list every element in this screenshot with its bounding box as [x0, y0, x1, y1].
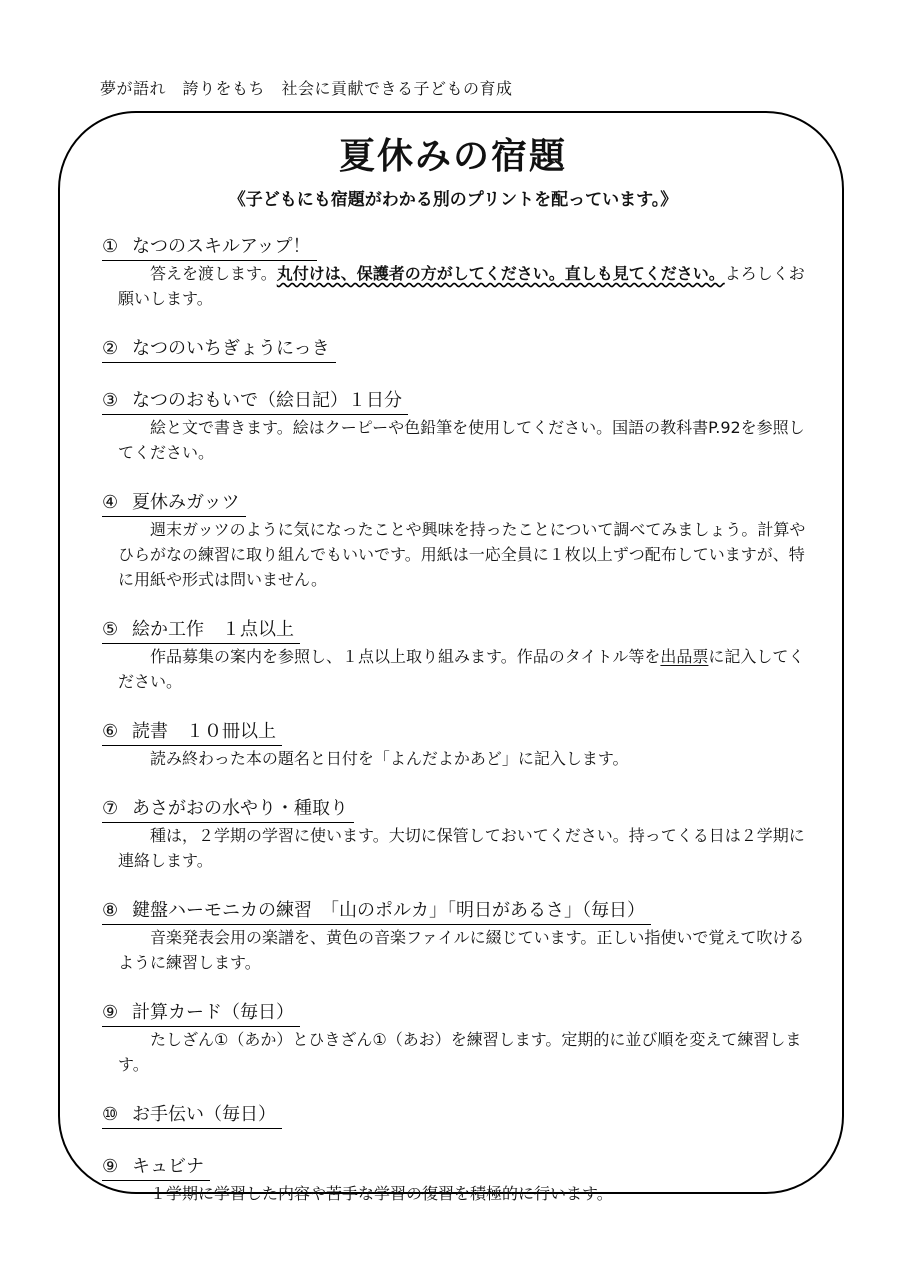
item-number: ⑦	[102, 798, 119, 819]
list-item	[102, 388, 808, 465]
desc-text: 答えを渡します。	[150, 264, 277, 283]
item-title: 鍵盤ハーモニカの練習 「山のポルカ」「明日があるさ」（毎日）	[132, 900, 645, 921]
item-title: お手伝い（毎日）	[132, 1104, 276, 1125]
desc-text: に記入してください。	[118, 647, 805, 691]
item-title: なつのおもいで（絵日記）１日分	[132, 390, 402, 411]
item-description: 週末ガッツのように気になったことや興味を持ったことについて調べてみましょう。計算やひらがなの練習に取り組んでもいいです。用紙は一応全員に１枚以上ずつ配布していますが、特に用紙や形式は問いません。	[118, 520, 806, 589]
item-number: ⑨	[102, 1002, 119, 1023]
item-title: 計算カード（毎日）	[132, 1002, 294, 1023]
item-heading	[102, 336, 336, 363]
item-number: ④	[102, 492, 119, 513]
list-item	[102, 617, 808, 694]
item-number: ⑨	[102, 1156, 119, 1177]
item-heading	[102, 898, 651, 925]
motto: 夢が語れ 誇りをもち 社会に貢献できる子どもの育成	[100, 79, 513, 98]
item-number: ①	[102, 236, 119, 257]
desc-text: よろしくお願いします。	[118, 264, 805, 308]
homework-list	[102, 234, 808, 1231]
item-number: ③	[102, 390, 119, 411]
item-number: ⑥	[102, 721, 119, 742]
list-item	[102, 234, 808, 311]
item-title: なつのいちぎょうにっき	[132, 338, 330, 359]
item-heading	[102, 1102, 282, 1129]
desc-text: 作品募集の案内を参照し、１点以上取り組みます。作品のタイトル等を	[150, 647, 661, 666]
item-description: 音楽発表会用の楽譜を、黄色の音楽ファイルに綴じています。正しい指使いで覚えて吹けるように練習します。	[118, 928, 805, 972]
item-title: 読書 １０冊以上	[132, 721, 276, 742]
item-heading	[102, 617, 300, 644]
item-heading	[102, 234, 317, 261]
item-number: ⑤	[102, 619, 119, 640]
item-title: なつのスキルアップ！	[132, 236, 311, 257]
desc-emphasis: 丸付けは、保護者の方がしてください。直しも見てください。	[276, 264, 725, 283]
item-number: ⑩	[102, 1104, 119, 1125]
item-description	[118, 261, 808, 311]
list-item	[102, 1102, 808, 1129]
item-description: たしざん①（あか）とひきざん①（あお）を練習します。定期的に並び順を変えて練習します。	[118, 1030, 802, 1074]
item-description: 読み終わった本の題名と日付を「よんだよかあど」に記入します。	[150, 749, 629, 768]
item-description: 絵と文で書きます。絵はクーピーや色鉛筆を使用してください。国語の教科書P.92を参照してください。	[118, 418, 805, 462]
list-item	[102, 490, 808, 592]
item-heading	[102, 796, 354, 823]
list-item	[102, 1154, 808, 1206]
list-item	[102, 336, 808, 363]
item-description	[118, 644, 808, 694]
list-item	[102, 1000, 808, 1077]
list-item	[102, 898, 808, 975]
item-description: 種は，２学期の学習に使います。大切に保管しておいてください。持ってくる日は２学期に連絡します。	[118, 826, 805, 870]
item-heading	[102, 1000, 300, 1027]
item-number: ②	[102, 338, 119, 359]
subtitle: 《子どもにも宿題がわかる別のプリントを配っています。》	[228, 190, 678, 210]
item-heading	[102, 388, 408, 415]
item-title: 絵か工作 １点以上	[132, 619, 294, 640]
page-title: 夏休みの宿題	[338, 136, 567, 177]
item-heading	[102, 719, 282, 746]
item-heading	[102, 1154, 210, 1181]
item-title: あさがおの水やり・種取り	[132, 798, 348, 819]
list-item	[102, 719, 808, 771]
item-number: ⑧	[102, 900, 119, 921]
item-title: キュビナ	[132, 1156, 204, 1177]
desc-underlined: 出品票	[660, 647, 709, 666]
item-description: １学期に学習した内容や苦手な学習の復習を積極的に行います。	[150, 1184, 613, 1203]
item-title: 夏休みガッツ	[132, 492, 240, 513]
list-item	[102, 796, 808, 873]
item-heading	[102, 490, 246, 517]
